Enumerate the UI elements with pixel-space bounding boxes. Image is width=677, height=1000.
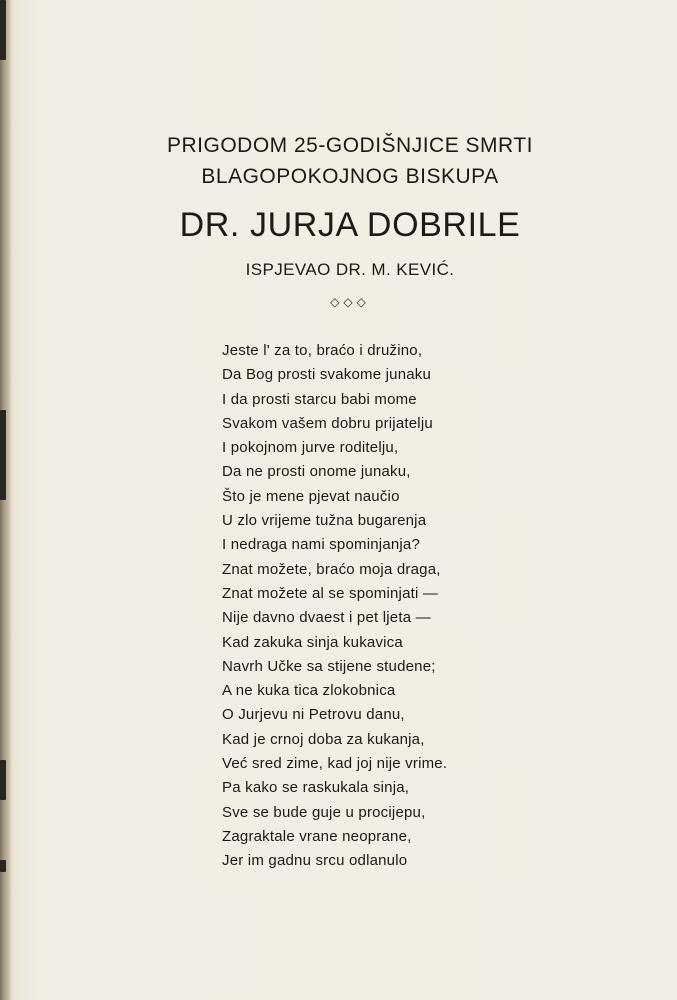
poem-line: Nije davno dvaest i pet ljeta — [222,609,431,627]
binding-mark [0,0,6,60]
heading-block [0,130,677,310]
poem-line: Znat možete al se spominjati — [222,584,439,602]
binding-mark [0,410,6,500]
poem-line: I da prosti starcu babi mome [222,390,417,408]
poem-line: I pokojnom jurve roditelju, [222,439,399,457]
heading-line-2: BLAGOPOKOJNOG BISKUPA [201,165,499,188]
poem-line: Da Bog prosti svakome junaku [222,366,432,384]
poem-line: Već sred zime, kad joj nije vrime. [222,755,448,773]
poem-line: O Jurjevu ni Petrovu danu, [222,706,405,724]
binding-mark [0,760,6,800]
poem-line: I nedraga nami spominjanja? [222,536,421,554]
binding-mark [0,860,6,872]
poem-line: Kad zakuka sinja kukavica [222,633,403,651]
poem-body [222,339,447,874]
author-line: ISPJEVAO DR. M. KEVIĆ. [245,260,455,279]
poem-line: Jeste l' za to, braćo i družino, [222,342,423,359]
poem-line: Sve se bude guje u procijepu, [222,803,426,821]
page-title: DR. JURJA DOBRILE [179,206,521,244]
ornament-divider: ◇◇◇ [330,295,370,309]
poem-line: Pa kako se raskukala sinja, [222,779,410,797]
poem-line: Svakom vašem dobru prijatelju [222,414,433,432]
poem-line: U zlo vrijeme tužna bugarenja [222,512,427,530]
poem-line: Da ne prosti onome junaku, [222,463,411,481]
poem-line: Što je mene pjevat naučio [222,487,400,505]
poem-line: Znat možete, braćo moja draga, [222,560,441,578]
heading-line-1: PRIGODOM 25-GODIŠNJICE SMRTI [167,134,533,157]
poem-line: A ne kuka tica zlokobnica [222,682,396,700]
poem-line: Zagraktale vrane neoprane, [222,827,412,845]
poem-line: Kad je crnoj doba za kukanja, [222,730,425,748]
poem-line: Navrh Učke sa stijene studene; [222,657,436,675]
poem-line: Jer im gadnu srcu odlanulo [222,852,408,870]
